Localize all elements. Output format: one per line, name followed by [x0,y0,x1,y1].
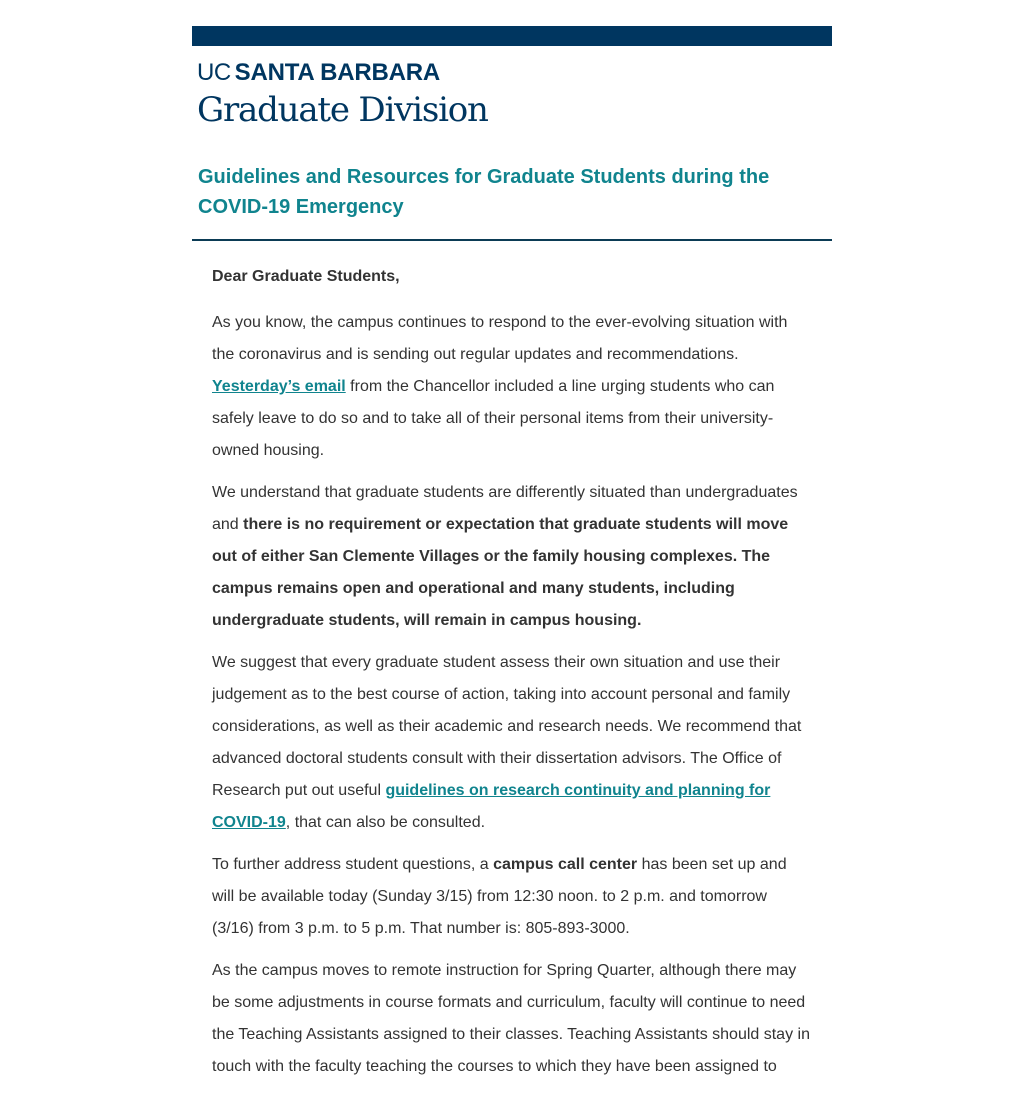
logo-uc: UC [197,59,231,86]
call-center-emphasis: campus call center [493,856,638,873]
paragraph-research [212,647,812,839]
paragraph-text: As you know, the campus continues to respond to the ever-evolving situation with the coronavirus and is sending out regular updates and recommendations. [212,314,788,363]
page-title: Guidelines and Resources for Graduate Students during the COVID-19 Emergency [198,166,770,218]
paragraph-campus-updates [212,307,812,467]
paragraph-text: has been set up and will be available today (Sunday 3/15) from 12:30 noon. to 2 p.m. and tomorrow (3/16) from 3 p.m. to 5 p.m. That number is: 805-893-3000. [212,856,787,937]
ucsb-logo [192,46,832,134]
paragraph-text: We understand that graduate students are differently situated than undergraduates and [212,484,798,533]
research-guidelines-link[interactable]: guidelines on research continuity and planning for COVID-19 [212,782,771,831]
logo-graduate-division: Graduate Division [197,90,488,130]
paragraph-text: As the campus moves to remote instruction for Spring Quarter, although there may be some adjustments in course formats and curriculum, faculty will continue to need the Teaching Assistants assigned to their classes. Teaching Assistants should stay in touch with the faculty teaching the courses to which they have been assigned to [212,962,810,1075]
logo-university [197,59,440,87]
paragraph-text: , that can also be consulted. [285,814,486,831]
paragraph-housing [212,477,812,637]
paragraph-call-center [212,849,812,945]
paragraph-teaching-assistants [212,955,812,1083]
email-container [192,26,832,1093]
logo-santa-barbara: SANTA BARBARA [234,59,441,86]
paragraph-text: To further address student questions, a [212,856,494,873]
paragraph-text: from the Chancellor included a line urging students who can safely leave to do so and to take all of their personal items from their university-owned housing. [212,378,775,459]
yesterdays-email-link[interactable]: Yesterday’s email [212,378,346,395]
header-bar [192,26,832,46]
paragraph-text: We suggest that every graduate student assess their own situation and use their judgement as to the best course of action, taking into account personal and family considerations, as well as their academic and research needs. We recommend that advanced doctoral students consult with their dissertation advisors. The Office of Research put out useful [212,654,802,799]
greeting: Dear Graduate Students, [212,268,400,285]
housing-emphasis: there is no requirement or expectation that graduate students will move out of either San Clemente Villages or the family housing complexes. The campus remains open and operational and many students, including undergraduate students, will remain in campus housing. [212,516,789,629]
letter-body [192,241,832,1083]
